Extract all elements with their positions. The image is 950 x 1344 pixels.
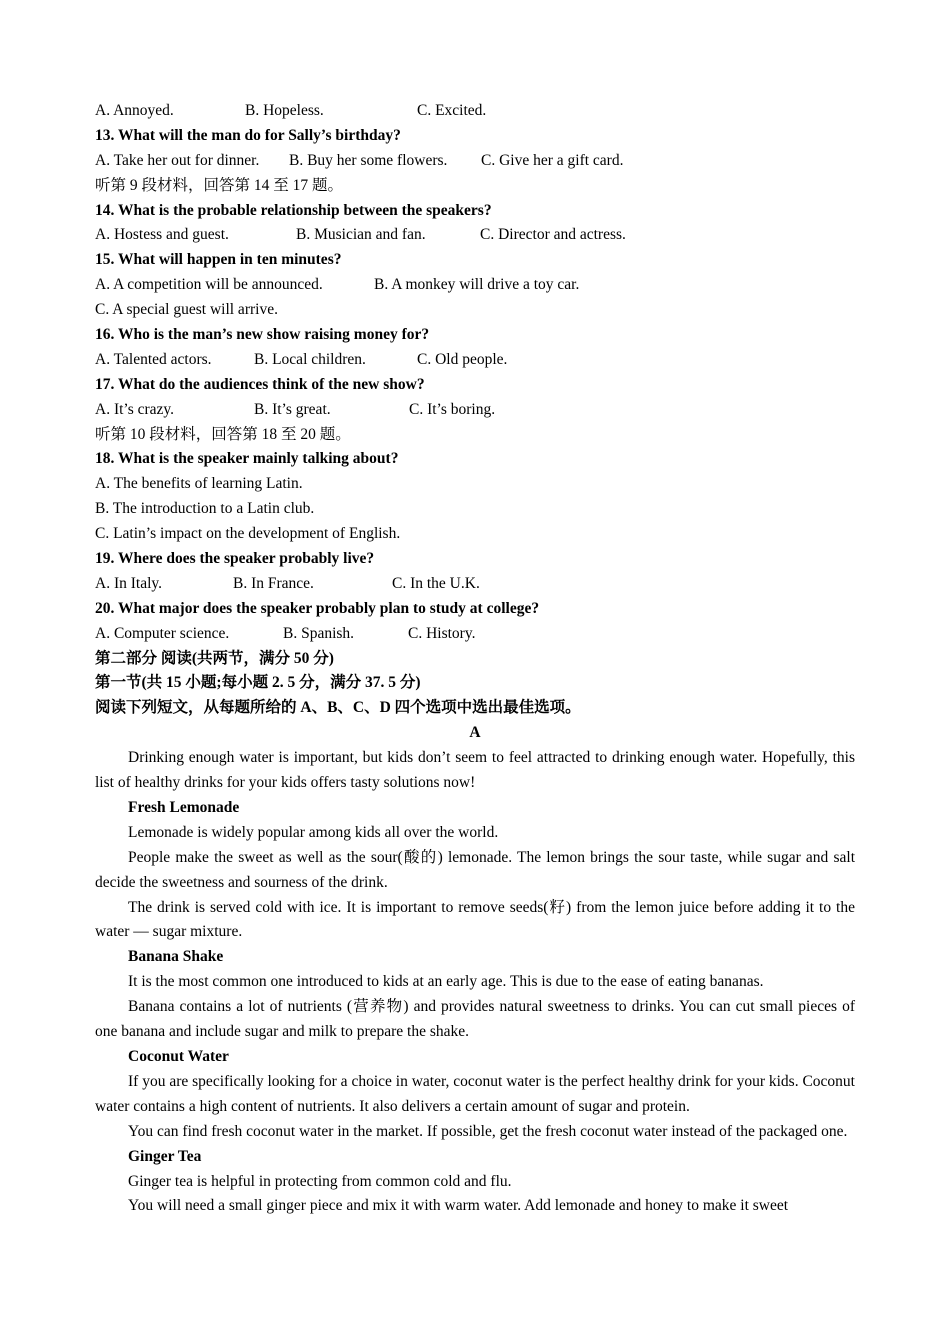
q19-option-a: A. In Italy.	[95, 574, 163, 592]
q18-option-a: A. The benefits of learning Latin.	[95, 475, 303, 493]
q16-question: 16. Who is the man’s new show raising money for?	[95, 326, 430, 344]
ginger-paragraph-2: You will need a small ginger piece and mix it with warm water. Add lemonade and honey to make it sweet	[128, 1197, 789, 1215]
q20-option-b: B. Spanish.	[283, 624, 355, 642]
instruction-section-9: 听第 9 段材料，回答第 14 至 17 题。	[95, 176, 344, 194]
lemonade-paragraph-1: Lemonade is widely popular among kids all over the world.	[128, 823, 499, 841]
heading-fresh-lemonade: Fresh Lemonade	[128, 798, 240, 816]
q19-option-b: B. In France.	[233, 574, 314, 592]
q20-question: 20. What major does the speaker probably plan to study at college?	[95, 599, 540, 617]
q16-option-b: B. Local children.	[254, 350, 366, 368]
document-page	[95, 99, 855, 1219]
q15-option-b: B. A monkey will drive a toy car.	[374, 276, 580, 294]
q20-options	[95, 622, 855, 647]
q12-option-b: B. Hopeless.	[245, 102, 324, 119]
coconut-paragraph-1: If you are specifically looking for a choice in water, coconut water is the perfect healthy drink for your kids. Coconut water contains a high content of nutrients. It also delivers a certain amount of sugar and protein.	[95, 1072, 855, 1115]
banana-paragraph-1: It is the most common one introduced to kids at an early age. This is due to the ease of eating bananas.	[128, 973, 764, 991]
q16-options	[95, 348, 855, 373]
heading-ginger-tea: Ginger Tea	[128, 1147, 202, 1165]
q15-option-c: C. A special guest will arrive.	[95, 301, 278, 319]
q18-option-b: B. The introduction to a Latin club.	[95, 500, 315, 518]
q17-options	[95, 398, 855, 423]
q14-option-c: C. Director and actress.	[480, 226, 626, 244]
q16-option-c: C. Old people.	[417, 350, 508, 368]
q14-option-b: B. Musician and fan.	[296, 226, 426, 244]
reading-instruction: 阅读下列短文，从每题所给的 A、B、C、D 四个选项中选出最佳选项。	[95, 699, 581, 717]
coconut-paragraph-2: You can find fresh coconut water in the market. If possible, get the fresh coconut water instead of the packaged one.	[128, 1122, 848, 1140]
q12-option-a: A. Annoyed.	[95, 102, 174, 119]
q19-question: 19. Where does the speaker probably live?	[95, 550, 375, 568]
heading-coconut-water: Coconut Water	[128, 1048, 229, 1065]
q13-option-a: A. Take her out for dinner.	[95, 151, 260, 169]
q15-question: 15. What will happen in ten minutes?	[95, 251, 342, 269]
instruction-section-10: 听第 10 段材料，回答第 18 至 20 题。	[95, 425, 351, 443]
q17-option-a: A. It’s crazy.	[95, 400, 175, 418]
q19-option-c: C. In the U.K.	[392, 574, 480, 592]
passage-intro: Drinking enough water is important, but kids don’t seem to feel attracted to drinking enough water. Hopefully, this list of healthy drinks for your kids offers tasty solutions now!	[95, 749, 855, 792]
q20-option-a: A. Computer science.	[95, 624, 230, 642]
q13-options	[95, 149, 855, 174]
q15-options-row1	[95, 273, 855, 298]
banana-paragraph-2: Banana contains a lot of nutrients (营养物) and provides natural sweetness to drinks. You can cut small pieces of one banana and include sugar and milk to prepare the shake.	[95, 998, 855, 1041]
part-two-title: 第二部分 阅读(共两节，满分 50 分)	[95, 649, 334, 667]
q17-question: 17. What do the audiences think of the new show?	[95, 375, 425, 393]
passage-label: A	[469, 724, 481, 742]
lemonade-paragraph-2: People make the sweet as well as the sour(酸的) lemonade. The lemon brings the sour taste, while sugar and salt decide the sweetness and sourness of the drink.	[95, 848, 855, 891]
q20-option-c: C. History.	[408, 624, 476, 642]
q12-option-c: C. Excited.	[417, 102, 487, 119]
q13-question: 13. What will the man do for Sally’s birthday?	[95, 126, 401, 144]
q14-option-a: A. Hostess and guest.	[95, 226, 229, 244]
q12-options	[95, 99, 855, 124]
heading-banana-shake: Banana Shake	[128, 948, 224, 966]
q16-option-a: A. Talented actors.	[95, 350, 212, 368]
q13-option-b: B. Buy her some flowers.	[289, 151, 448, 169]
q13-option-c: C. Give her a gift card.	[481, 151, 624, 169]
q17-option-c: C. It’s boring.	[409, 400, 496, 418]
ginger-paragraph-1: Ginger tea is helpful in protecting from common cold and flu.	[128, 1172, 512, 1190]
q14-options	[95, 223, 855, 248]
q15-option-a: A. A competition will be announced.	[95, 276, 323, 294]
q19-options	[95, 572, 855, 597]
q18-option-c: C. Latin’s impact on the development of English.	[95, 525, 401, 543]
section-one-title: 第一节(共 15 小题;每小题 2. 5 分，满分 37. 5 分)	[95, 674, 421, 692]
q18-question: 18. What is the speaker mainly talking about?	[95, 450, 399, 468]
q17-option-b: B. It’s great.	[254, 400, 331, 418]
q14-question: 14. What is the probable relationship between the speakers?	[95, 201, 492, 219]
lemonade-paragraph-3: The drink is served cold with ice. It is important to remove seeds(籽) from the lemon juice before adding it to the water — sugar mixture.	[95, 898, 855, 941]
